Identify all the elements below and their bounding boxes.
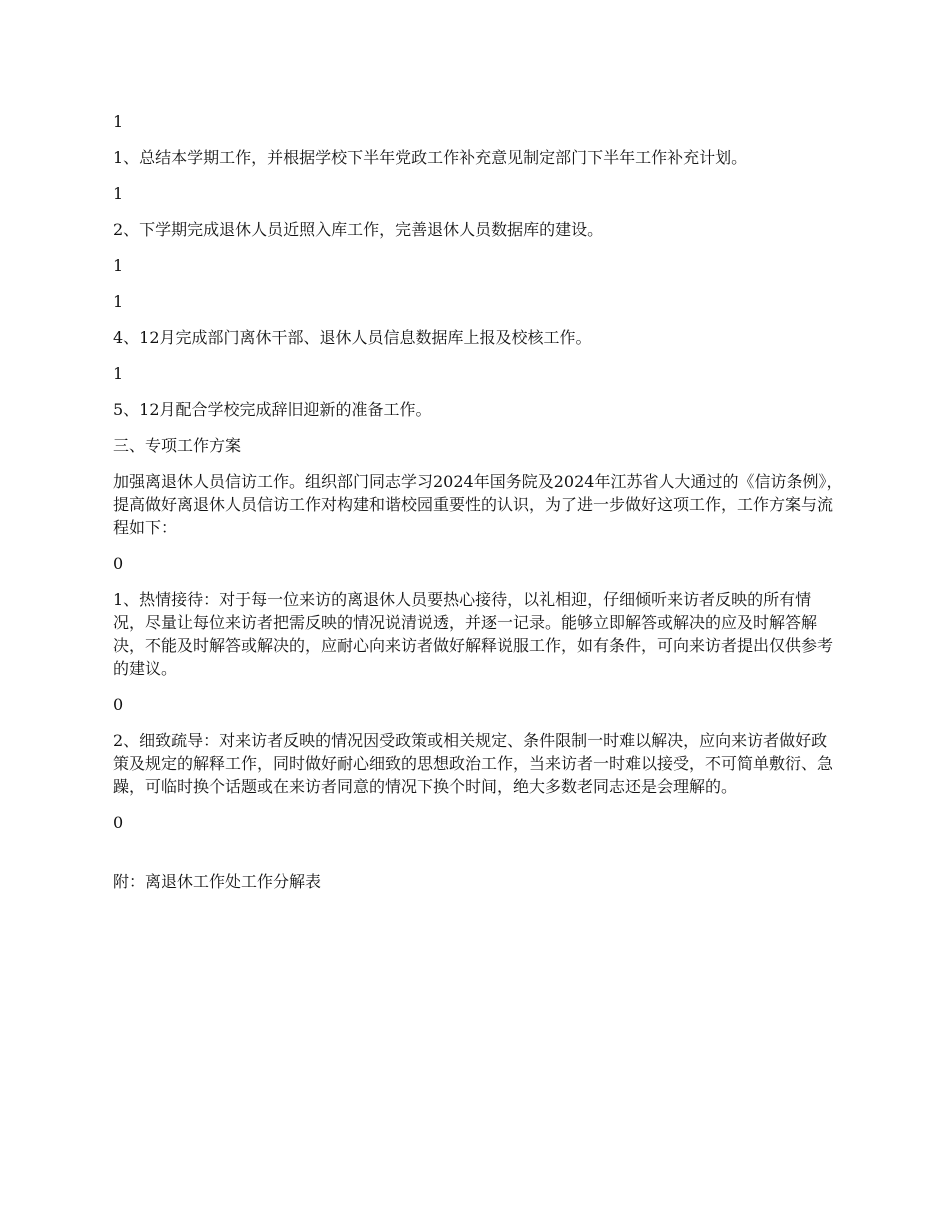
paragraph-number: 0 [113,813,124,832]
paragraph-number: 1 [113,364,124,383]
document-body [113,110,843,893]
paragraph-guidance: 2、细致疏导：对来访者反映的情况因受政策或相关规定、条件限制一时难以解决，应向来访者做好政策及规定的解释工作，同时做好耐心细致的思想政治工作，当来访者一时难以接受，不可简单敷衍、急躁，可临时换个话题或在来访者同意的情况下换个时间，绝大多数老同志还是会理解的。 [113,731,834,796]
paragraph-number: 1 [113,184,124,203]
paragraph-item-5: 5、12月配合学校完成辞旧迎新的准备工作。 [113,400,432,419]
appendix-note: 附：离退休工作处工作分解表 [113,872,322,891]
paragraph-number: 0 [113,554,124,573]
paragraph-item-2: 2、下学期完成退休人员近照入库工作，完善退休人员数据库的建设。 [113,220,604,239]
paragraph-reception: 1、热情接待：对于每一位来访的离退休人员要热心接待，以礼相迎，仔细倾听来访者反映的所有情况，尽量让每位来访者把需反映的情况说清说透，并逐一记录。能够立即解答或解决的应及时解答解决，不能及时解答或解决的，应耐心向来访者做好解释说服工作，如有条件，可向来访者提出仅供参考的建议。 [113,590,834,678]
paragraph-intro: 加强离退休人员信访工作。组织部门同志学习2024年国务院及2024年江苏省人大通过的《信访条例》，提高做好离退休人员信访工作对构建和谐校园重要性的认识，为了进一步做好这项工作，工作方案与流程如下： [113,472,843,537]
paragraph-number: 0 [113,695,124,714]
paragraph-number: 1 [113,256,124,275]
section-heading: 三、专项工作方案 [113,436,242,455]
paragraph-item-4: 4、12月完成部门离休干部、退休人员信息数据库上报及校核工作。 [113,328,592,347]
paragraph-number: 1 [113,292,124,311]
paragraph-number: 1 [113,112,124,131]
paragraph-item-1: 1、总结本学期工作，并根据学校下半年党政工作补充意见制定部门下半年工作补充计划。 [113,148,748,167]
